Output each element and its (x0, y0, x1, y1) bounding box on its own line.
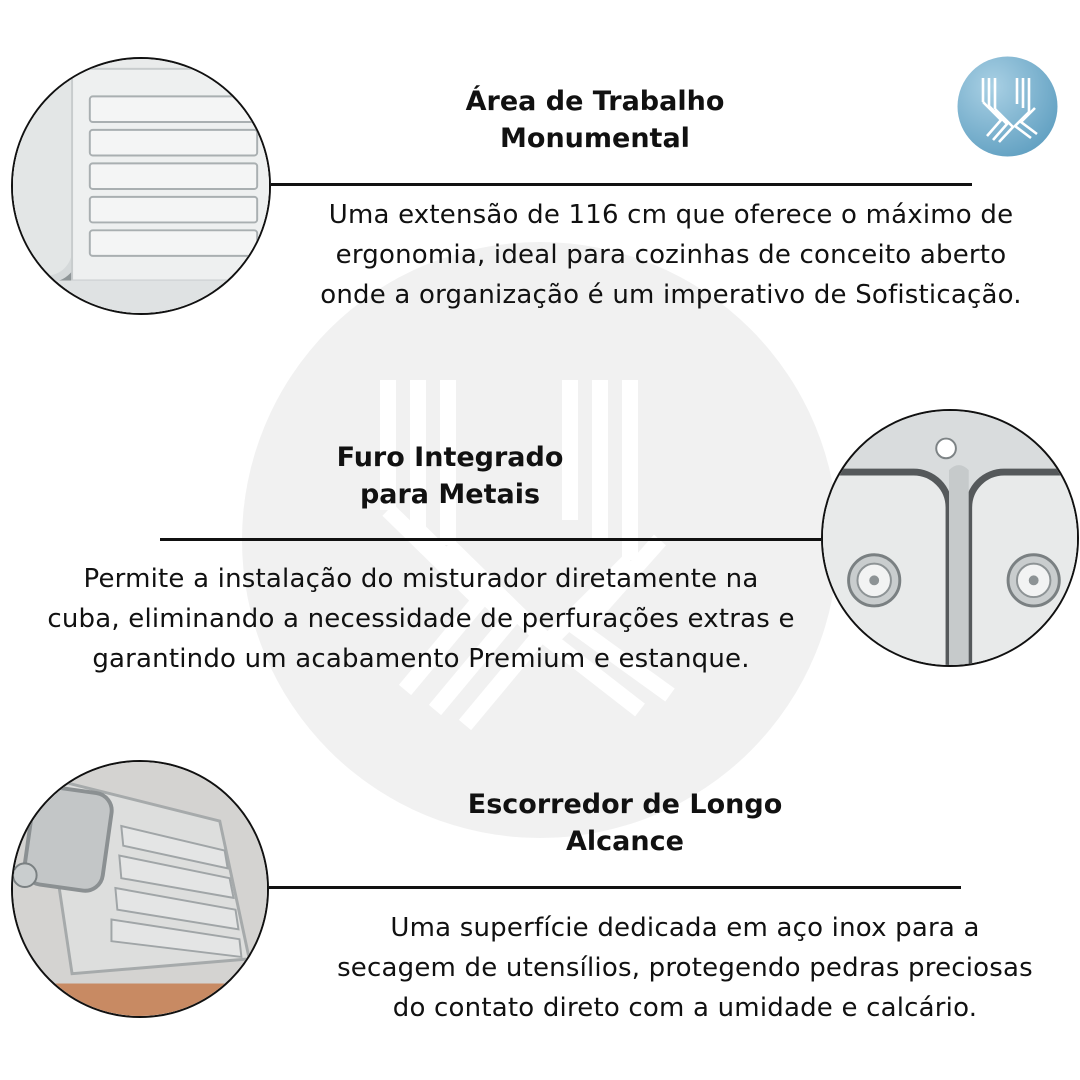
section-3-title-line: Escorredor de Longo (467, 789, 783, 820)
section-3-body-line: Uma superfície dedicada em aço inox para a (390, 913, 980, 943)
section-2-title (300, 439, 600, 513)
section-2-title-line: para Metais (359, 479, 541, 510)
brand-monogram-icon (957, 56, 1058, 157)
section-2-body-line: Permite a instalação do misturador diretamente na (83, 564, 759, 594)
section-3-description (275, 908, 1080, 1028)
section-3-title-line: Alcance (566, 826, 684, 857)
section-2-divider (160, 538, 821, 541)
section-2-title-line: Furo Integrado (336, 442, 564, 473)
drainer-photo (11, 760, 269, 1018)
section-3-body-line: do contato direto com a umidade e calcário. (392, 993, 978, 1023)
section-1-title (420, 83, 770, 157)
section-3-body-line: secagem de utensílios, protegendo pedras preciosas (337, 953, 1033, 983)
section-1-divider (271, 183, 972, 186)
section-1-body-line: ergonomia, ideal para cozinhas de conceito aberto (335, 240, 1007, 270)
section-3-title (440, 786, 810, 860)
faucet-hole-photo (821, 409, 1079, 667)
section-1-description (266, 195, 1076, 315)
sink-drainer-illustration-icon (13, 762, 267, 1016)
drainboard-illustration-icon (13, 59, 269, 313)
section-1-body-line: Uma extensão de 116 cm que oferece o máximo de (328, 200, 1014, 230)
section-2-body-line: garantindo um acabamento Premium e estanque. (92, 644, 750, 674)
section-1-title-line: Monumental (500, 123, 690, 154)
section-1-body-line: onde a organização é um imperativo de Sofisticação. (320, 280, 1022, 310)
double-bowl-illustration-icon (823, 411, 1077, 665)
section-2-body-line: cuba, eliminando a necessidade de perfurações extras e (47, 604, 795, 634)
section-3-divider (269, 886, 961, 889)
section-1-title-line: Área de Trabalho (465, 86, 725, 117)
section-2-description (5, 559, 837, 679)
drainboard-photo (11, 57, 271, 315)
